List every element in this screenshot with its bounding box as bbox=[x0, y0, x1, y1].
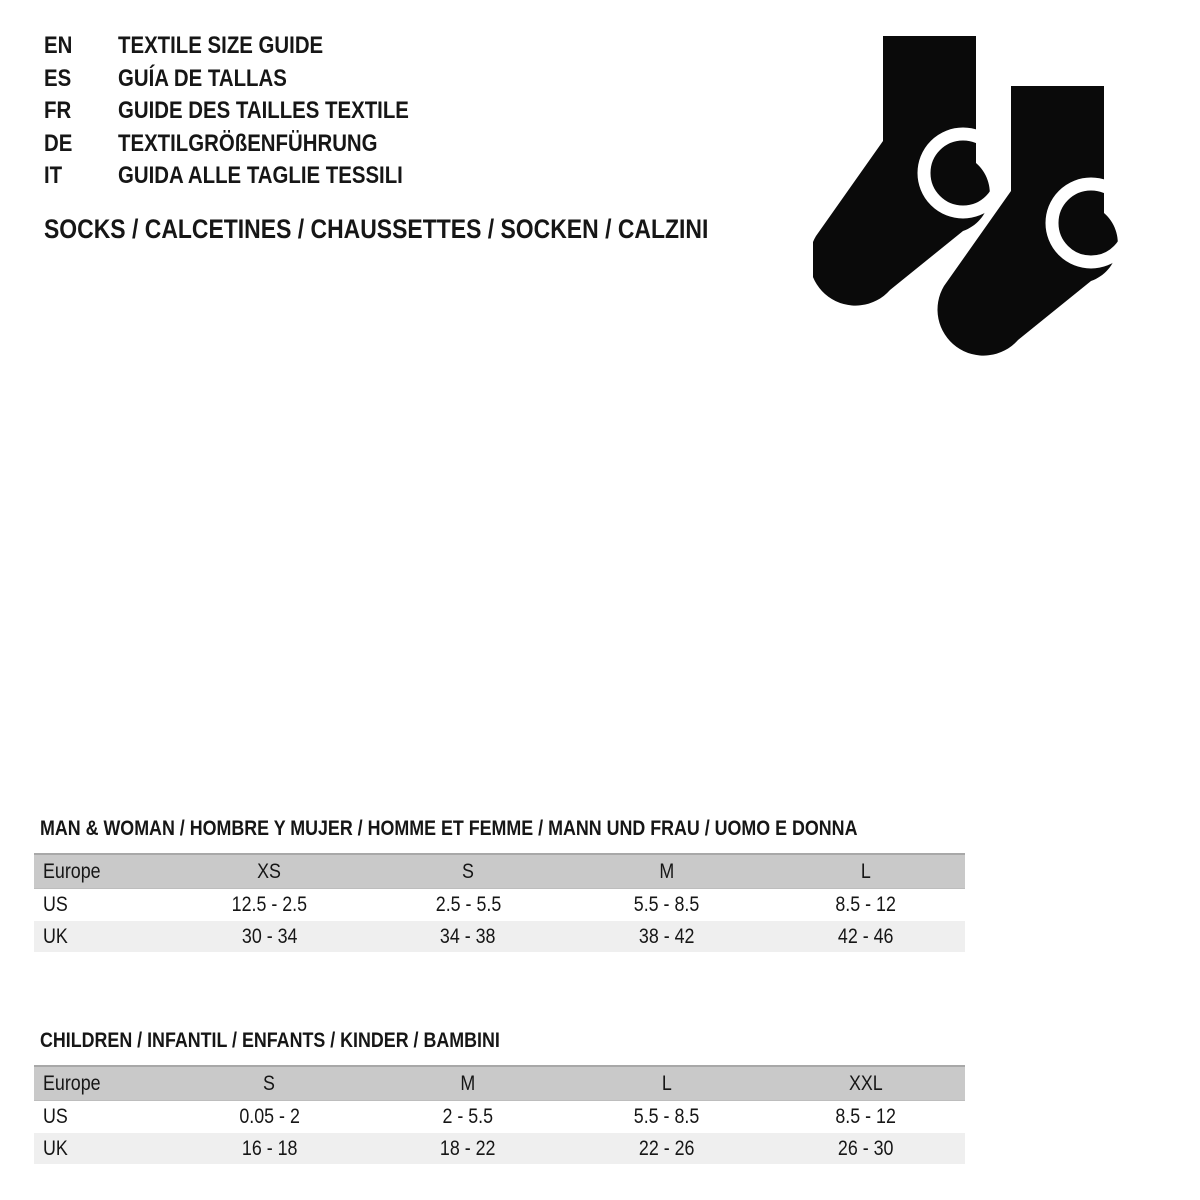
language-row-it bbox=[44, 160, 460, 193]
column-header: L bbox=[860, 859, 871, 883]
table-row bbox=[34, 1133, 965, 1164]
language-code: FR bbox=[44, 97, 72, 125]
size-cell: 0.05 - 2 bbox=[239, 1105, 300, 1128]
column-header: S bbox=[462, 859, 475, 883]
column-header: XS bbox=[257, 859, 282, 883]
size-cell: 16 - 18 bbox=[241, 1136, 298, 1160]
table-row bbox=[34, 1101, 965, 1133]
column-header: M bbox=[659, 859, 675, 883]
region-label: UK bbox=[43, 1136, 68, 1160]
language-title: GUIDA ALLE TAGLIE TESSILI bbox=[118, 162, 403, 190]
size-cell: 26 - 30 bbox=[837, 1136, 894, 1160]
language-code: IT bbox=[44, 162, 63, 190]
size-cell: 18 - 22 bbox=[440, 1136, 496, 1160]
language-title: TEXTILGRÖßENFÜHRUNG bbox=[118, 129, 378, 157]
size-cell: 34 - 38 bbox=[440, 924, 496, 948]
language-row-es bbox=[44, 63, 460, 96]
language-code: DE bbox=[44, 129, 73, 157]
column-header: Europe bbox=[43, 859, 101, 883]
size-cell: 8.5 - 12 bbox=[835, 1105, 896, 1128]
size-cell: 30 - 34 bbox=[241, 924, 298, 948]
region-label: US bbox=[43, 1105, 68, 1128]
size-table-adult bbox=[34, 853, 965, 952]
region-label: UK bbox=[43, 924, 68, 948]
language-code: EN bbox=[44, 32, 73, 60]
size-cell: 42 - 46 bbox=[837, 924, 894, 948]
region-label: US bbox=[43, 893, 68, 916]
column-header: L bbox=[661, 1071, 672, 1095]
table-header-row bbox=[34, 853, 965, 889]
language-legend bbox=[44, 30, 460, 193]
table-row bbox=[34, 921, 965, 952]
language-row-fr bbox=[44, 95, 460, 128]
language-row-en bbox=[44, 30, 460, 63]
socks-icon bbox=[813, 33, 1143, 398]
size-cell: 2.5 - 5.5 bbox=[435, 893, 501, 916]
size-cell: 12.5 - 2.5 bbox=[231, 893, 308, 916]
table-row bbox=[34, 889, 965, 921]
table-title-children: CHILDREN / INFANTIL / ENFANTS / KINDER / BAMBINI bbox=[40, 1029, 500, 1052]
column-header: XXL bbox=[848, 1071, 883, 1095]
language-title: GUIDE DES TAILLES TEXTILE bbox=[118, 97, 409, 125]
column-header: M bbox=[460, 1071, 476, 1095]
column-header: Europe bbox=[43, 1071, 101, 1095]
table-header-row bbox=[34, 1065, 965, 1101]
size-cell: 22 - 26 bbox=[639, 1136, 695, 1160]
size-cell: 5.5 - 8.5 bbox=[634, 1105, 700, 1128]
size-cell: 8.5 - 12 bbox=[835, 893, 896, 916]
product-categories: SOCKS / CALCETINES / CHAUSSETTES / SOCKEN / CALZINI bbox=[44, 214, 709, 244]
size-table-children bbox=[34, 1065, 965, 1164]
language-row-de bbox=[44, 128, 460, 161]
size-cell: 2 - 5.5 bbox=[442, 1105, 494, 1128]
language-title: TEXTILE SIZE GUIDE bbox=[118, 32, 324, 60]
size-cell: 5.5 - 8.5 bbox=[634, 893, 700, 916]
table-title-adult: MAN & WOMAN / HOMBRE Y MUJER / HOMME ET FEMME / MANN UND FRAU / UOMO E DONNA bbox=[40, 817, 858, 840]
language-title: GUÍA DE TALLAS bbox=[118, 64, 287, 92]
size-cell: 38 - 42 bbox=[639, 924, 695, 948]
language-code: ES bbox=[44, 64, 72, 92]
column-header: S bbox=[263, 1071, 276, 1095]
